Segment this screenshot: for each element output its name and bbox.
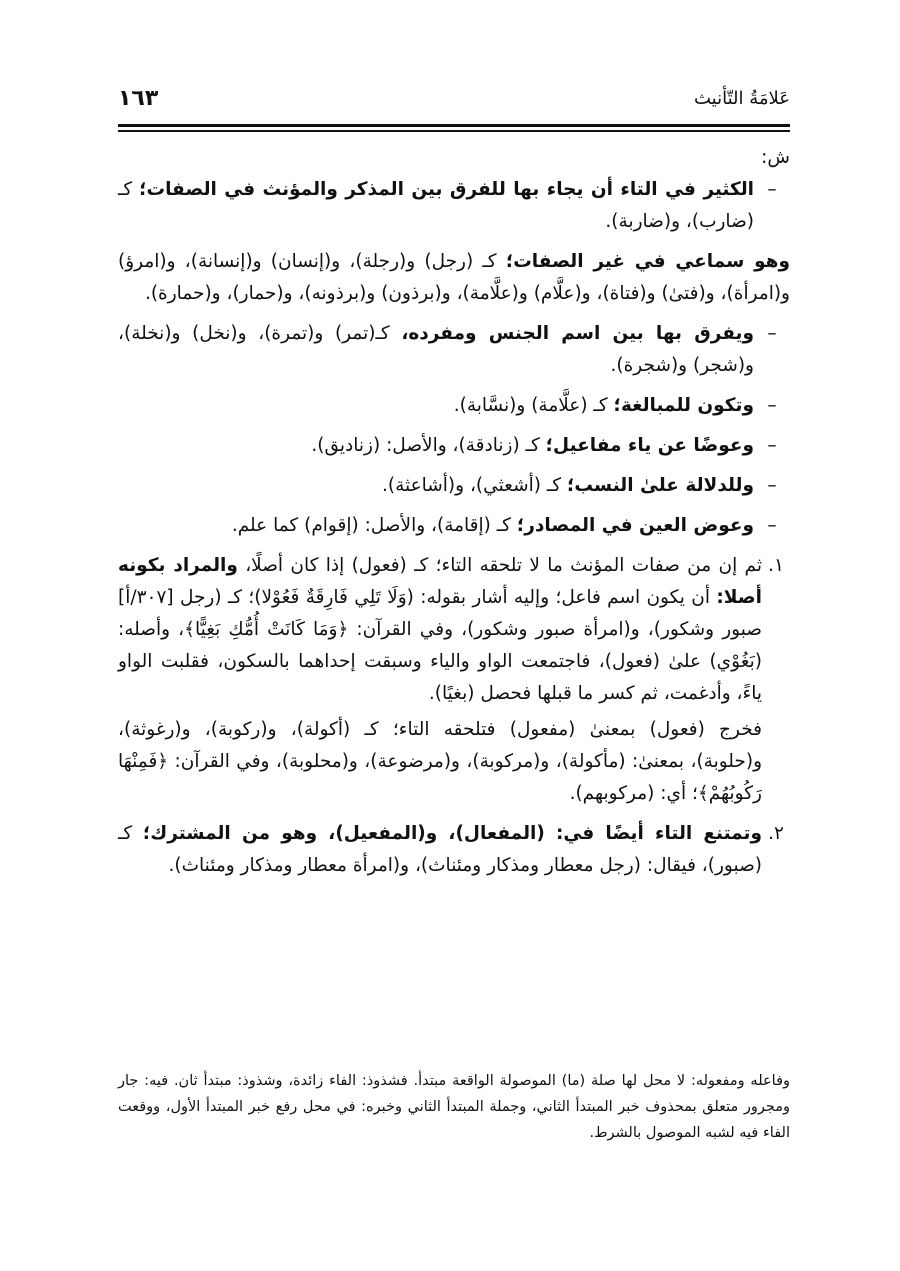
- dash-marker: –: [767, 435, 777, 456]
- note-text: ثم إن من صفات المؤنث ما لا تلحقه التاء؛ كـ (فعول) إذا كان أصلًا،: [237, 555, 762, 576]
- bullet-item: [118, 510, 790, 542]
- page-header: [118, 88, 790, 118]
- bullet-text: كـ (إقامة)، والأصل: (إقوام) كما علم.: [231, 515, 517, 536]
- bullet-text: كـ (علَّامة) و(نسَّابة).: [453, 395, 614, 416]
- numbered-note: [118, 550, 790, 710]
- main-text: [118, 142, 790, 890]
- note-number: ١.: [768, 555, 784, 576]
- bullet-bold: وتكون للمبالغة؛: [613, 395, 754, 416]
- note-text: كـ (صبور)، فيقال: (رجل معطار ومذكار ومئناث)، و(امرأة معطار ومذكار ومئناث).: [118, 823, 762, 876]
- bullet-text: كـ(تمر) و(تمرة)، و(نخل) و(نخلة)، و(شجر) و(شجرة).: [118, 323, 754, 376]
- dash-marker: –: [767, 515, 777, 536]
- bullet-text: كـ (زنادقة)، والأصل: (زناديق).: [311, 435, 546, 456]
- paragraph-text: كـ (رجل) و(رجلة)، و(إنسان) و(إنسانة)، و(امرؤ) و(امرأة)، و(فتىٰ) و(فتاة)، و(علَّام) و(علَّامة)، و(برذون) و(برذونه)، و(حمار)، و(حمارة).: [118, 251, 790, 304]
- note-bold: والمراد بكونه أصلا:: [118, 555, 762, 608]
- paragraph: [118, 246, 790, 310]
- dash-marker: –: [767, 395, 777, 416]
- note-bold: وتمتنع التاء أيضًا في: (المفعال)، و(المفعيل)، وهو من المشترك؛: [142, 823, 763, 844]
- page-number: ١٦٣: [118, 86, 159, 111]
- dash-marker: –: [767, 475, 777, 496]
- footnote: وفاعله ومفعوله: لا محل لها صلة (ما) الموصولة الواقعة مبتدأ. فشذوذ: الفاء زائدة، وشذوذ: مبتدأ ثان. فيه: جار ومجرور متعلق بمحذوف خبر المبتدأ الثاني، وجملة المبتدأ الثاني وخبره: في محل رفع خبر المبتدأ الأول، ووقعت الفاء فيه لشبه الموصول بالشرط.: [118, 1073, 790, 1141]
- note-text: فخرج (فعول) بمعنىٰ (مفعول) فتلحقه التاء؛ كـ (أكولة)، و(ركوبة)، و(رغوثة)، و(حلوبة)، بمعنىٰ: (مأكولة)، و(مركوبة)، و(مرضوعة)، و(محلوبة)، وفي القرآن: ﴿فَمِنْهَا رَكُوبُهُمْ﴾؛ أي: (مركوبهم).: [118, 719, 762, 804]
- note-number: ٢.: [768, 823, 784, 844]
- dash-marker: –: [767, 323, 777, 344]
- bullet-text: كـ (ضارب)، و(ضاربة).: [118, 179, 754, 232]
- header-rule-thick: [118, 124, 790, 127]
- intro-label: ش:: [761, 147, 790, 168]
- bullet-item: [118, 470, 790, 502]
- bullet-bold: وللدلالة علىٰ النسب؛: [566, 475, 754, 496]
- bullet-bold: الكثير في التاء أن يجاء بها للفرق بين المذكر والمؤنث في الصفات؛: [139, 179, 754, 200]
- header-rule-thin: [118, 130, 790, 132]
- bullet-item: [118, 174, 790, 238]
- paragraph-bold: وهو سماعي في غير الصفات؛: [505, 251, 790, 272]
- note-text: أن يكون اسم فاعل؛ وإليه أشار بقوله: (وَلَا تَلِي فَارِقَةٌ فَعُوْلا)؛ كـ (رجل [٣٠٧/أ] صبور وشكور)، و(امرأة صبور وشكور)، وفي القرآن: ﴿وَمَا كَانَتْ أُمُّكِ بَغِيًّا﴾، وأصله: (بَغُوْي) علىٰ (فعول)، فاجتمعت الواو والياء وسبقت إحداهما بالسكون، فقلبت الواو ياءً، وأدغمت، ثم كسر ما قبلها فحصل (بغيًا).: [118, 587, 762, 704]
- numbered-note: [118, 818, 790, 882]
- bullet-text: كـ (أشعثي)، و(أشاعثة).: [382, 475, 567, 496]
- bullet-item: [118, 318, 790, 382]
- running-title: عَلامَةُ التّأنيث: [693, 88, 790, 109]
- bullet-item: [118, 430, 790, 462]
- numbered-note-continuation: [118, 714, 790, 810]
- bullet-bold: ويفرق بها بين اسم الجنس ومفرده،: [401, 323, 754, 344]
- bullet-item: [118, 390, 790, 422]
- bullet-bold: وعوضًا عن ياء مفاعيل؛: [545, 435, 754, 456]
- dash-marker: –: [767, 179, 777, 200]
- bullet-bold: وعوض العين في المصادر؛: [516, 515, 754, 536]
